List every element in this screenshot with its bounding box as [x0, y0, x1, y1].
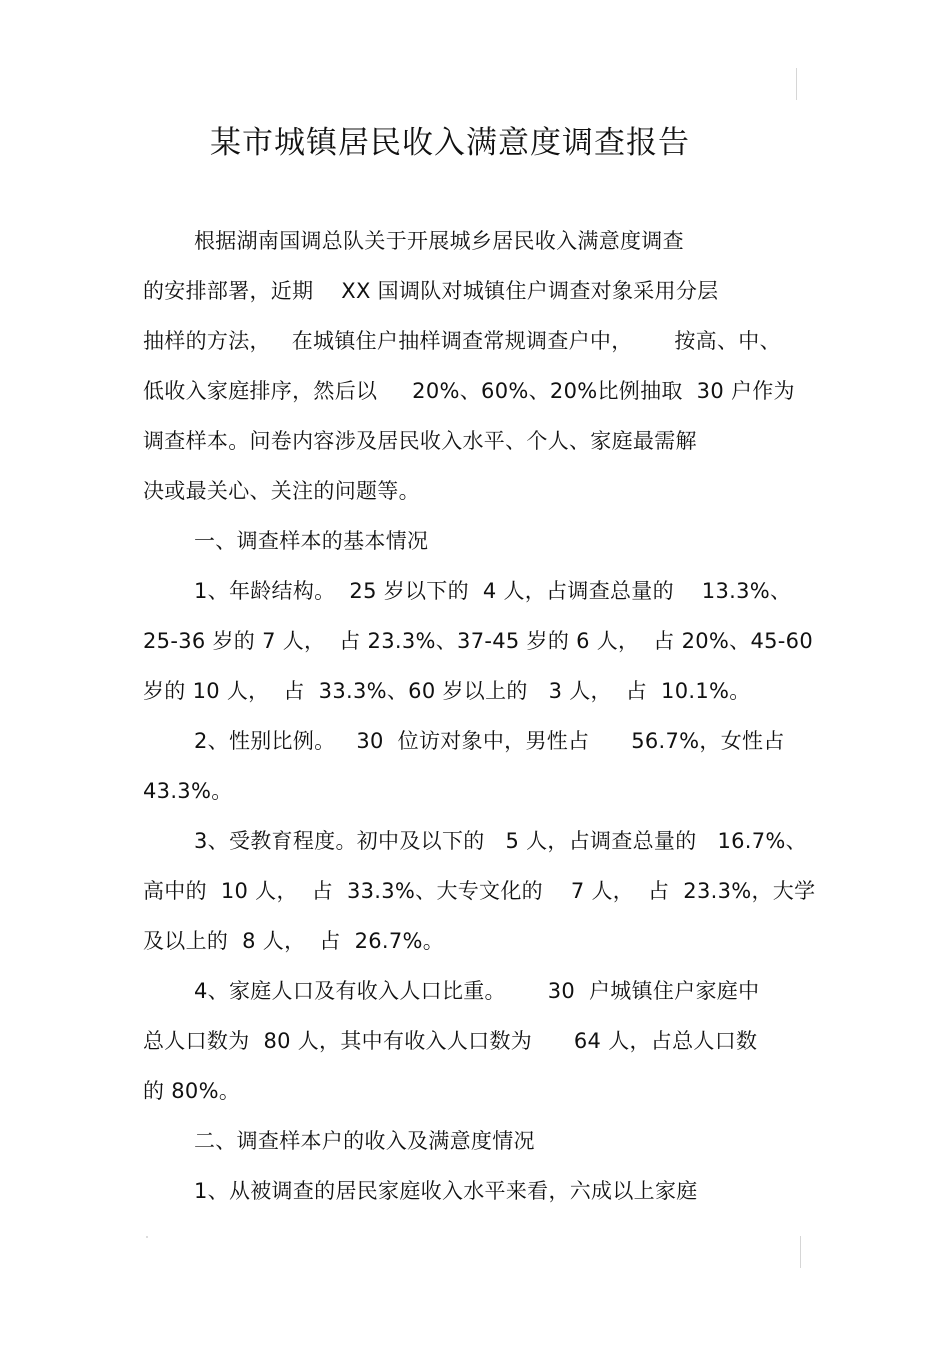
paragraph-line: 根据湖南国调总队关于开展城乡居民收入满意度调查: [194, 229, 684, 253]
section-heading: 一、调查样本的基本情况: [194, 529, 429, 553]
paragraph-line: 调查样本。问卷内容涉及居民收入水平、个人、家庭最需解: [143, 429, 697, 453]
paragraph-line: 及以上的 8 人， 占 26.7%。: [143, 929, 445, 953]
paragraph-line: 3、受教育程度。初中及以下的 5 人，占调查总量的 16.7%、: [194, 829, 807, 853]
paragraph-line: 高中的 10 人， 占 33.3%、大专文化的 7 人， 占 23.3%，大学: [143, 879, 816, 903]
page-corner-dot: [146, 1236, 148, 1238]
paragraph-line: 2、性别比例。 30 位访对象中，男性占 56.7%，女性占: [194, 729, 785, 753]
paragraph-line: 决或最关心、关注的问题等。: [143, 479, 420, 503]
document-title: 某市城镇居民收入满意度调查报告: [210, 125, 690, 161]
paragraph-line: 的 80%。: [143, 1079, 241, 1103]
paragraph-line: 43.3%。: [143, 779, 233, 803]
page-corner-mark-top: [796, 68, 797, 100]
paragraph-line: 1、从被调查的居民家庭收入水平来看，六成以上家庭: [194, 1179, 698, 1203]
paragraph-line: 25-36 岁的 7 人， 占 23.3%、37-45 岁的 6 人， 占 20%、45-60: [143, 629, 813, 653]
paragraph-line: 的安排部署，近期 XX 国调队对城镇住户调查对象采用分层: [143, 279, 719, 303]
paragraph-line: 低收入家庭排序，然后以 20%、60%、20%比例抽取 30 户作为: [143, 379, 795, 403]
page-corner-mark-bottom: [800, 1236, 801, 1268]
paragraph-line: 抽样的方法， 在城镇住户抽样调查常规调查户中， 按高、中、: [143, 329, 781, 353]
paragraph-line: 岁的 10 人， 占 33.3%、60 岁以上的 3 人， 占 10.1%。: [143, 679, 751, 703]
paragraph-line: 1、年龄结构。 25 岁以下的 4 人，占调查总量的 13.3%、: [194, 579, 792, 603]
section-heading: 二、调查样本户的收入及满意度情况: [194, 1129, 535, 1153]
paragraph-line: 总人口数为 80 人，其中有收入人口数为 64 人，占总人口数: [143, 1029, 758, 1053]
paragraph-line: 4、家庭人口及有收入人口比重。 30 户城镇住户家庭中: [194, 979, 760, 1003]
